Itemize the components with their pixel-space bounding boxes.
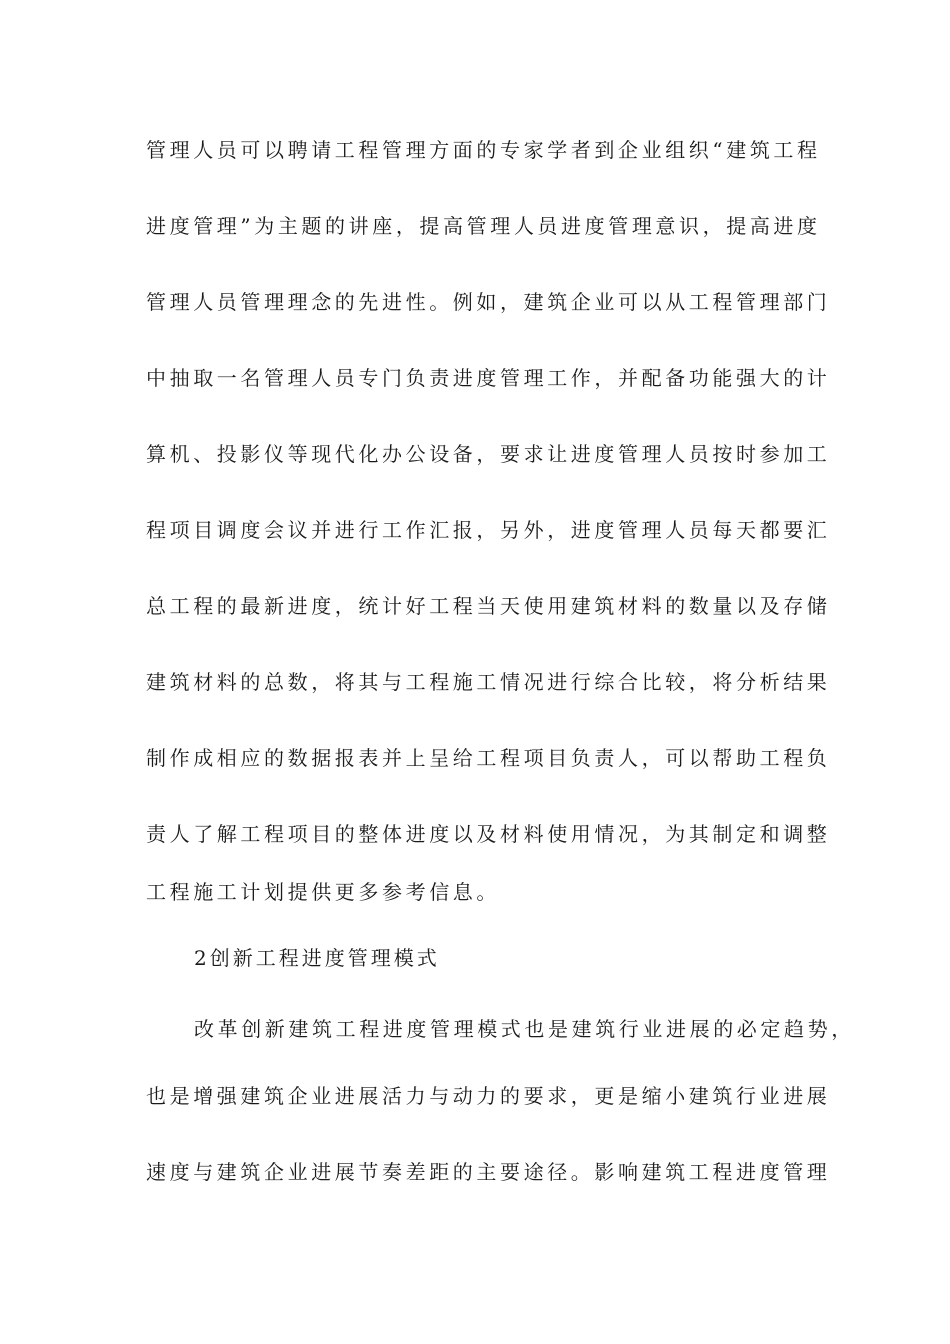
paragraph-line: 管理人员管理理念的先进性。例如，建筑企业可以从工程管理部门: [146, 290, 831, 314]
paragraph-line: 进度管理”为主题的讲座，提高管理人员进度管理意识，提高进度: [146, 214, 821, 238]
paragraph-line: 建筑材料的总数，将其与工程施工情况进行综合比较，将分析结果: [146, 670, 831, 694]
paragraph-line: 管理人员可以聘请工程管理方面的专家学者到企业组织“建筑工程: [146, 138, 821, 162]
section-heading: 2创新工程进度管理模式: [194, 946, 440, 970]
paragraph-line: 中抽取一名管理人员专门负责进度管理工作，并配备功能强大的计: [146, 366, 831, 390]
paragraph-line: 制作成相应的数据报表并上呈给工程项目负责人，可以帮助工程负: [146, 746, 831, 770]
paragraph-line: 改革创新建筑工程进度管理模式也是建筑行业进展的必定趋势，: [194, 1017, 855, 1041]
paragraph-line: 速度与建筑企业进展节奏差距的主要途径。影响建筑工程进度管理: [146, 1160, 831, 1184]
paragraph-line: 算机、投影仪等现代化办公设备，要求让进度管理人员按时参加工: [146, 442, 831, 466]
paragraph-line: 总工程的最新进度，统计好工程当天使用建筑材料的数量以及存储: [146, 594, 831, 618]
paragraph-line: 责人了解工程项目的整体进度以及材料使用情况，为其制定和调整: [146, 822, 831, 846]
paragraph-line: 也是增强建筑企业进展活力与动力的要求，更是缩小建筑行业进展: [146, 1084, 831, 1108]
paragraph-line: 程项目调度会议并进行工作汇报，另外，进度管理人员每天都要汇: [146, 518, 831, 542]
paragraph-line: 工程施工计划提供更多参考信息。: [146, 880, 500, 904]
